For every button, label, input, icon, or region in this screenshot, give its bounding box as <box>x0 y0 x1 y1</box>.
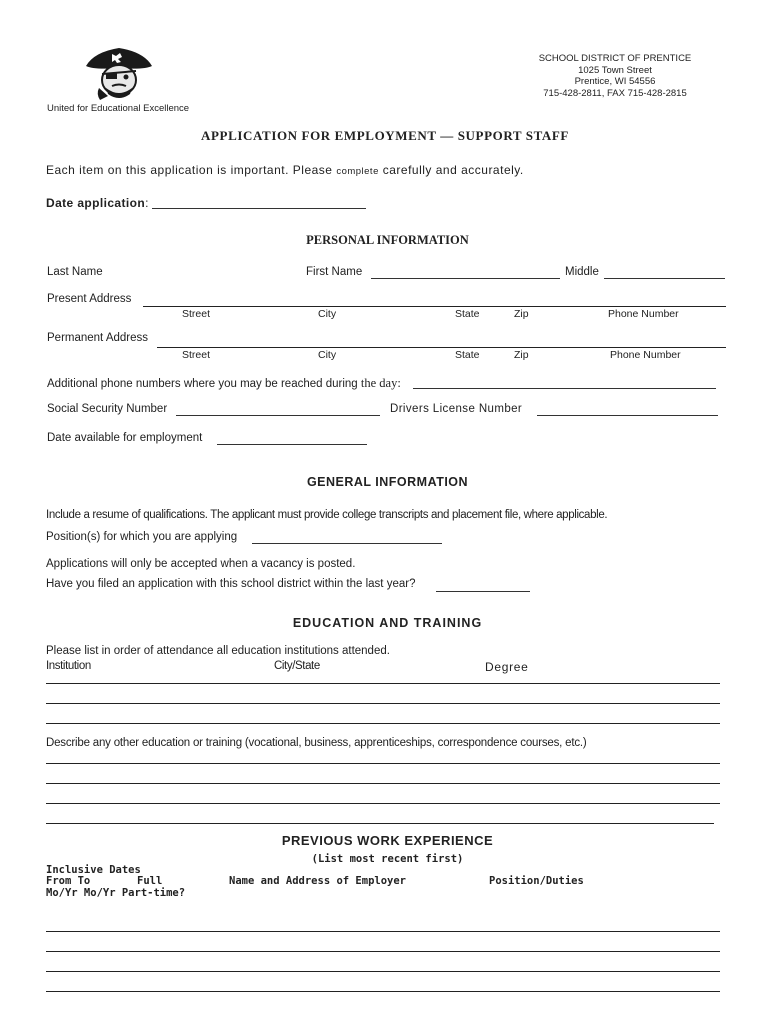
personal-heading: PERSONAL INFORMATION <box>306 233 469 247</box>
intro-before: Each item on this application is important. Please <box>46 163 333 177</box>
work-line-3[interactable] <box>46 971 720 972</box>
date-application-label <box>46 196 149 210</box>
education-col-institution: Institution <box>46 660 91 672</box>
present-state-caption: State <box>455 308 480 320</box>
middle-field[interactable] <box>604 278 725 279</box>
date-application-colon: : <box>145 196 149 210</box>
additional-phone-label <box>47 376 401 391</box>
work-col-position: Position/Duties <box>489 875 584 887</box>
work-col-full: Full <box>137 875 163 887</box>
date-available-field[interactable] <box>217 444 367 445</box>
permanent-address-field[interactable] <box>157 347 726 348</box>
work-heading: PREVIOUS WORK EXPERIENCE <box>281 833 494 848</box>
work-col-inclusive: Inclusive Dates <box>46 864 141 876</box>
district-logo <box>84 44 154 102</box>
other-training-label: Describe any other education or training (vocational, business, apprenticeships, correspondence courses, etc.) <box>46 737 587 749</box>
other-training-line-3[interactable] <box>46 803 720 804</box>
district-name: SCHOOL DISTRICT OF PRENTICE <box>538 53 692 64</box>
first-name-field[interactable] <box>371 278 560 279</box>
present-zip-caption: Zip <box>514 308 529 320</box>
education-line-3[interactable] <box>46 723 720 724</box>
education-line-2[interactable] <box>46 703 720 704</box>
district-city-state-zip: Prentice, WI 54556 <box>574 76 656 87</box>
education-col-city-state: City/State <box>274 660 320 672</box>
work-col-from-to: From To <box>46 875 91 887</box>
ssn-field[interactable] <box>176 415 380 416</box>
additional-phone-field[interactable] <box>413 388 716 389</box>
filed-before-label: Have you filed an application with this school district within the last year? <box>46 578 416 590</box>
work-line-2[interactable] <box>46 951 720 952</box>
pirate-mascot-icon <box>84 44 154 102</box>
other-training-line-4[interactable] <box>46 823 714 824</box>
positions-label: Position(s) for which you are applying <box>46 531 238 543</box>
present-street-caption: Street <box>182 308 211 320</box>
additional-phone-text: Additional phone numbers where you may be reached during <box>47 378 358 390</box>
first-name-label: First Name <box>306 266 363 278</box>
drivers-license-field[interactable] <box>537 415 718 416</box>
page-title: APPLICATION FOR EMPLOYMENT — SUPPORT STAFF <box>201 128 569 143</box>
general-heading: GENERAL INFORMATION <box>306 475 469 489</box>
drivers-license-label: Drivers License Number <box>390 403 523 415</box>
permanent-phone-caption: Phone Number <box>610 349 681 361</box>
permanent-zip-caption: Zip <box>514 349 529 361</box>
work-line-1[interactable] <box>46 931 720 932</box>
date-application-field[interactable] <box>152 208 366 209</box>
work-col-moyr: Mo/Yr Mo/Yr Part-time? <box>46 887 186 899</box>
education-col-degree: Degree <box>485 660 529 674</box>
intro-after: carefully and accurately. <box>382 163 524 177</box>
education-instructions: Please list in order of attendance all education institutions attended. <box>46 645 390 657</box>
present-phone-caption: Phone Number <box>608 308 679 320</box>
permanent-state-caption: State <box>455 349 480 361</box>
filed-before-field[interactable] <box>436 591 530 592</box>
resume-note: Include a resume of qualifications. The applicant must provide college transcripts and placement file, where applicable. <box>46 509 608 521</box>
work-col-employer: Name and Address of Employer <box>229 875 407 887</box>
permanent-city-caption: City <box>318 349 337 361</box>
district-phone-fax: 715-428-2811, FAX 715-428-2815 <box>543 87 687 99</box>
date-application-text: Date application <box>46 196 146 210</box>
present-city-caption: City <box>318 308 337 320</box>
last-name-label: Last Name <box>47 266 103 278</box>
district-address-block <box>505 53 725 99</box>
district-motto: United for Educational Excellence <box>47 103 190 114</box>
permanent-address-label: Permanent Address <box>47 332 149 344</box>
ssn-label: Social Security Number <box>47 403 168 415</box>
additional-phone-day: the day: <box>360 376 401 390</box>
intro-complete: complete <box>336 166 379 177</box>
intro-text <box>46 163 524 177</box>
permanent-street-caption: Street <box>182 349 211 361</box>
other-training-line-2[interactable] <box>46 783 720 784</box>
district-street: 1025 Town Street <box>578 64 652 76</box>
work-subheading: (List most recent first) <box>311 853 464 865</box>
vacancy-note: Applications will only be accepted when a vacancy is posted. <box>46 558 356 570</box>
present-address-label: Present Address <box>47 293 132 305</box>
middle-label: Middle <box>565 266 599 278</box>
date-available-label: Date available for employment <box>47 432 203 444</box>
positions-field[interactable] <box>252 543 442 544</box>
present-address-field[interactable] <box>143 306 726 307</box>
education-heading: EDUCATION AND TRAINING <box>292 616 483 630</box>
other-training-line-1[interactable] <box>46 763 720 764</box>
education-line-1[interactable] <box>46 683 720 684</box>
work-line-4[interactable] <box>46 991 720 992</box>
